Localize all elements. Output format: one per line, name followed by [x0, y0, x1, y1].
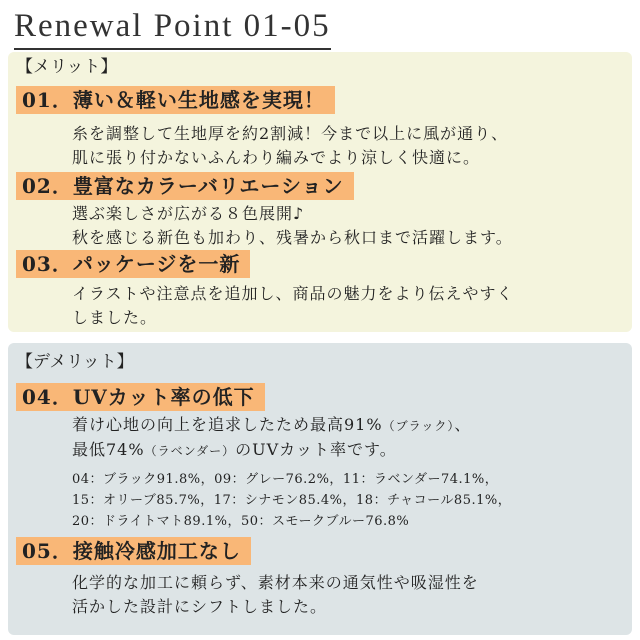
point-03-body: [72, 282, 514, 330]
point-01-body: [72, 122, 508, 170]
point-03-line-1: イラストや注意点を追加し、商品の魅力をより伝えやすく: [72, 284, 514, 303]
page-title: Renewal Point 01-05: [14, 6, 331, 50]
point-05-body: [72, 571, 479, 619]
merit-panel: [8, 52, 632, 332]
demerit-panel: [8, 343, 632, 635]
point-02-line-1: 選ぶ楽しさが広がる８色展開♪: [72, 204, 305, 223]
point-04-line-2: 最低74%（ラベンダー）のUVカット率です。: [72, 440, 397, 459]
point-02-heading: 02．豊富なカラーバリエーション: [16, 172, 354, 200]
point-05-line-2: 活かした設計にシフトしました。: [72, 597, 328, 616]
point-02-body: [72, 202, 513, 250]
uv-rate-line: 20：ドライトマト89.1%，50：スモークブルー76.8%: [72, 514, 410, 529]
point-04-body: [72, 413, 471, 463]
point-01-line-1: 糸を調整して生地厚を約2割減！今まで以上に風が通り、: [72, 124, 509, 143]
uv-rate-list: [72, 469, 511, 532]
uv-rate-line: 04：ブラック91.8%，09：グレー76.2%，11：ラベンダー74.1%，: [72, 472, 499, 487]
point-04-line-1: 着け心地の向上を追求したため最高91%（ブラック）、: [72, 415, 472, 434]
uv-rate-line: 15：オリーブ85.7%，17：シナモン85.4%，18：チャコール85.1%，: [72, 493, 512, 508]
point-04-heading: 04．UVカット率の低下: [16, 383, 265, 411]
point-01-heading: 01．薄い＆軽い生地感を実現！: [16, 86, 335, 114]
merit-label: 【メリット】: [16, 57, 118, 77]
point-03-heading: 03．パッケージを一新: [16, 250, 250, 278]
point-05-heading: 05．接触冷感加工なし: [16, 537, 251, 565]
demerit-label: 【デメリット】: [16, 352, 134, 372]
point-03-line-2: しました。: [72, 308, 158, 327]
point-01-line-2: 肌に張り付かないふんわり編みでより涼しく快適に。: [72, 148, 481, 167]
point-05-line-1: 化学的な加工に頼らず、素材本来の通気性や吸湿性を: [72, 573, 479, 592]
point-02-line-2: 秋を感じる新色も加わり、残暑から秋口まで活躍します。: [72, 228, 513, 247]
